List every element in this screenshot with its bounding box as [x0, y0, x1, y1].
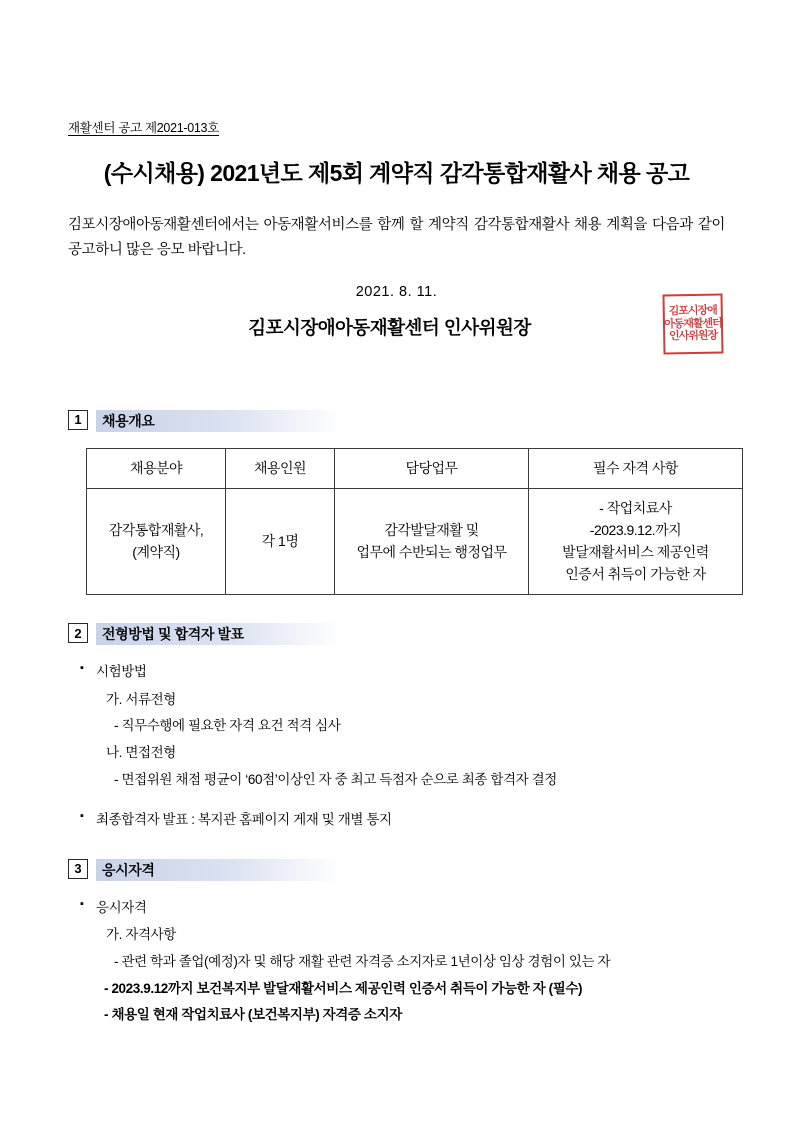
cell-duty-line-1: 감각발달재활 및 — [384, 522, 479, 539]
cell-qual-line-1: - 작업치료사 — [599, 500, 672, 517]
section-title-1: 채용개요 — [96, 410, 342, 432]
section-header-2 — [68, 623, 725, 645]
section-title-3: 응시자격 — [96, 859, 342, 881]
column-header-qualification: 필수 자격 사항 — [529, 448, 743, 489]
eligibility-detail-2: - 2023.9.12까지 보건복지부 발달재활서비스 제공인력 인증서 취득이 가능한 자 (필수) — [104, 980, 583, 996]
eligibility-detail-1: - 관련 학과 졸업(예정)자 및 해당 재활 관련 자격증 소지자로 1년이상 임상 경험이 있는 자 — [114, 953, 611, 969]
seal-line-2: 아동재활센터 — [664, 316, 722, 330]
cell-qual-line-2: -2023.9.12.까지 — [589, 522, 682, 539]
section-number-2: 2 — [68, 623, 88, 643]
recruitment-overview-table — [86, 448, 743, 595]
section-header-3 — [68, 859, 725, 881]
section-2-body — [68, 661, 725, 831]
issuer-name: 김포시장애아동재활센터 인사위원장 — [248, 316, 531, 338]
intro-paragraph: 김포시장애아동재활센터에서는 아동재활서비스를 함께 할 계약직 감각통합재활사 채용 계획을 다음과 같이 공고하니 많은 응모 바랍니다. — [68, 217, 725, 259]
column-header-field: 채용분야 — [87, 448, 226, 489]
announcement-date: 2021. 8. 11. — [355, 283, 438, 300]
table-header-row — [87, 448, 743, 489]
cell-field-line-1: 감각통합재활사, — [108, 522, 204, 539]
cell-field-line-2: (계약직) — [132, 543, 180, 560]
eligibility-item-a: 가. 자격사항 — [106, 927, 176, 943]
test-method-item-a: 가. 서류전형 — [106, 691, 176, 707]
section-3-body — [68, 897, 725, 1026]
cell-duty — [335, 489, 529, 595]
cell-qualification — [529, 489, 743, 595]
table-row — [87, 489, 743, 595]
cell-field — [87, 489, 226, 595]
section-number-1: 1 — [68, 410, 88, 430]
test-method-item-a-detail: - 직무수행에 필요한 자격 요건 적격 심사 — [114, 718, 341, 734]
seal-line-3: 인사위원장 — [669, 329, 718, 343]
issuer-row — [68, 304, 725, 343]
cell-count: 각 1명 — [226, 489, 335, 595]
test-method-item-b-detail: - 면접위원 채점 평균이 ‘60점’이상인 자 중 최고 득점자 순으로 최종 합격자 결정 — [114, 771, 557, 787]
page-title: (수시채용) 2021년도 제5회 계약직 감각통합재활사 채용 공고 — [103, 160, 690, 186]
section-title-2: 전형방법 및 합격자 발표 — [96, 623, 342, 645]
test-method-bullet: ▪ 시험방법 — [68, 661, 725, 683]
spacer — [68, 795, 725, 809]
document-number: 재활센터 공고 제2021-013호 — [68, 121, 219, 135]
cell-qual-line-3: 발달재활서비스 제공인력 — [562, 543, 709, 560]
section-header-1 — [68, 410, 725, 432]
final-result-announcement: ▪ 최종합격자 발표 : 복지관 홈페이지 게재 및 개별 통지 — [68, 809, 725, 831]
column-header-duty: 담당업무 — [335, 448, 529, 489]
cell-qual-line-4: 인증서 취득이 가능한 자 — [565, 565, 706, 582]
column-header-count: 채용인원 — [226, 448, 335, 489]
eligibility-detail-3: - 채용일 현재 작업치료사 (보건복지부) 자격증 소지자 — [104, 1007, 402, 1023]
eligibility-bullet: ▪ 응시자격 — [68, 897, 725, 919]
section-number-3: 3 — [68, 859, 88, 879]
official-seal-stamp — [662, 293, 723, 354]
test-method-item-b: 나. 면접전형 — [106, 745, 176, 761]
cell-duty-line-2: 업무에 수반되는 행정업무 — [356, 543, 507, 560]
seal-line-1: 김포시장애 — [668, 304, 717, 318]
